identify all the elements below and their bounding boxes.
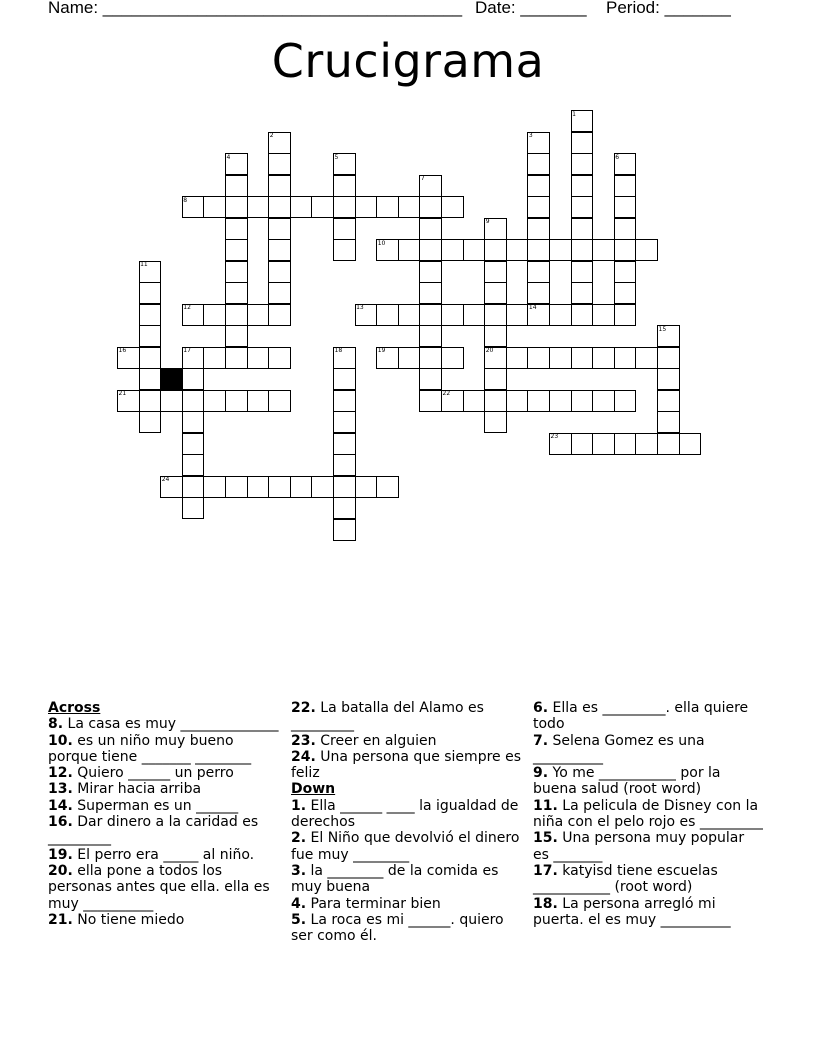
grid-cell[interactable] — [333, 218, 356, 240]
grid-cell[interactable] — [268, 239, 291, 261]
grid-cell[interactable] — [592, 347, 615, 369]
clue-number: 4 — [226, 153, 231, 161]
clue-number-label: 6. — [533, 700, 549, 716]
grid-cell[interactable] — [571, 218, 594, 240]
clue-number: 1 — [572, 110, 576, 118]
clue-number-label: 23. — [291, 732, 316, 749]
clue-item — [291, 896, 521, 912]
clue-text: Para terminar bien — [306, 895, 441, 912]
clue-number: 16 — [118, 347, 127, 354]
clue-item — [48, 781, 280, 797]
grid-cell[interactable] — [268, 476, 291, 498]
grid-cell[interactable] — [333, 239, 356, 261]
grid-cell[interactable] — [419, 304, 442, 326]
grid-cell[interactable] — [657, 347, 680, 369]
grid-cell[interactable] — [139, 390, 162, 412]
grid-cell[interactable] — [398, 347, 421, 369]
clue-number-label: 3. — [291, 862, 307, 879]
grid-cell[interactable] — [463, 390, 486, 412]
grid-cell[interactable] — [268, 304, 291, 326]
grid-cell[interactable] — [182, 390, 205, 412]
grid-cell[interactable] — [139, 368, 162, 390]
clue-number-label: 7. — [533, 732, 549, 749]
grid-cell[interactable] — [376, 196, 399, 218]
grid-cell[interactable] — [225, 218, 248, 240]
clue-text: La pelicula de Disney con la niña con el pelo rojo es _________ — [533, 797, 763, 831]
grid-cell[interactable] — [549, 390, 572, 412]
grid-cell[interactable] — [419, 218, 442, 240]
clue-item — [291, 700, 521, 733]
grid-cell[interactable] — [419, 239, 442, 261]
grid-cell[interactable] — [592, 390, 615, 412]
grid-cell[interactable] — [657, 433, 680, 455]
grid-cell[interactable] — [441, 239, 464, 261]
grid-cell[interactable] — [182, 476, 205, 498]
grid-cell[interactable] — [484, 390, 507, 412]
date-field[interactable]: Date: _______ — [475, 0, 587, 17]
grid-cell[interactable] — [376, 304, 399, 326]
grid-cell[interactable] — [571, 347, 594, 369]
page-title: Crucigrama — [271, 34, 545, 88]
grid-cell[interactable] — [225, 239, 248, 261]
clue-number-label: 21. — [48, 911, 73, 928]
grid-cell[interactable] — [571, 282, 594, 304]
grid-cell[interactable] — [268, 196, 291, 218]
clue-text: El perro era _____ al niño. — [72, 846, 255, 863]
grid-cell[interactable] — [333, 433, 356, 455]
grid-cell[interactable] — [657, 411, 680, 433]
clue-text: Ella es _________. ella quiere todo — [533, 700, 749, 733]
clue-text: Yo me ___________ por la buena salud (root word) — [533, 765, 721, 798]
grid-cell[interactable] — [355, 196, 378, 218]
clue-text: Ella ______ ____ la igualdad de derechos — [291, 797, 519, 831]
grid-cell[interactable] — [571, 390, 594, 412]
grid-cell[interactable] — [268, 153, 291, 175]
grid-cell[interactable] — [506, 390, 529, 412]
grid-cell[interactable] — [571, 433, 594, 455]
grid-cell[interactable] — [614, 304, 637, 326]
grid-cell[interactable] — [398, 239, 421, 261]
grid-cell[interactable] — [463, 239, 486, 261]
grid-cell[interactable] — [333, 454, 356, 476]
clue-item — [48, 912, 280, 928]
clue-number-label: 9. — [533, 765, 549, 782]
grid-cell[interactable] — [614, 196, 637, 218]
grid-cell[interactable] — [484, 304, 507, 326]
clue-number-label: 14. — [48, 797, 73, 814]
grid-cell[interactable] — [527, 196, 550, 218]
clue-number-label: 1. — [291, 797, 307, 814]
grid-cell[interactable] — [635, 347, 658, 369]
grid-cell[interactable] — [484, 282, 507, 304]
grid-cell[interactable] — [225, 390, 248, 412]
clue-item — [291, 749, 521, 782]
clue-text: es un niño muy bueno porque tiene _______ ________ — [48, 732, 252, 765]
grid-cell[interactable] — [657, 390, 680, 412]
grid-cell[interactable] — [203, 476, 226, 498]
clue-number: 8 — [183, 196, 188, 204]
grid-cell[interactable] — [333, 411, 356, 433]
grid-cell[interactable] — [527, 282, 550, 304]
clue-item — [291, 733, 521, 749]
grid-cell[interactable] — [571, 175, 594, 197]
grid-cell[interactable] — [247, 304, 270, 326]
period-field[interactable]: Period: _______ — [606, 0, 731, 17]
grid-cell[interactable] — [614, 175, 637, 197]
grid-cell[interactable] — [441, 304, 464, 326]
grid-cell[interactable] — [225, 476, 248, 498]
grid-cell[interactable] — [592, 304, 615, 326]
grid-cell[interactable] — [463, 304, 486, 326]
grid-cell[interactable] — [527, 261, 550, 283]
grid-cell[interactable] — [182, 433, 205, 455]
grid-cell[interactable] — [614, 218, 637, 240]
grid-cell[interactable] — [268, 218, 291, 240]
grid-cell[interactable] — [419, 282, 442, 304]
clue-number: 14 — [528, 304, 537, 311]
clue-item — [48, 765, 280, 781]
grid-cell[interactable] — [290, 196, 313, 218]
clue-item — [533, 863, 763, 896]
grid-cell[interactable] — [441, 196, 464, 218]
grid-cell[interactable] — [527, 175, 550, 197]
grid-cell[interactable] — [203, 304, 226, 326]
grid-cell[interactable] — [571, 261, 594, 283]
grid-cell[interactable] — [225, 304, 248, 326]
clue-number-label: 18. — [533, 895, 558, 912]
clue-number-label: 17. — [533, 862, 558, 879]
grid-cell[interactable] — [203, 347, 226, 369]
clue-item — [48, 847, 280, 863]
clue-text: Dar dinero a la caridad es _________ — [48, 814, 259, 847]
clue-text: Una persona muy popular es _______ — [533, 830, 745, 863]
clue-number: 3 — [528, 132, 533, 139]
clue-item — [533, 765, 763, 798]
clue-item — [291, 830, 521, 863]
grid-cell[interactable] — [571, 196, 594, 218]
grid-cell[interactable] — [657, 368, 680, 390]
grid-cell[interactable] — [506, 304, 529, 326]
grid-cell[interactable] — [247, 347, 270, 369]
grid-cell[interactable] — [549, 304, 572, 326]
clue-text: ella pone a todos los personas antes que ella. ella es muy __________ — [48, 862, 270, 912]
section-heading-down: Down — [291, 781, 336, 798]
grid-cell[interactable] — [160, 390, 183, 412]
clue-item — [48, 733, 280, 766]
clue-text: la ________ de la comida es muy buena — [291, 862, 499, 896]
grid-cell[interactable] — [182, 454, 205, 476]
clue-number: 11 — [140, 261, 148, 268]
header — [0, 0, 816, 20]
clue-number-label: 20. — [48, 862, 73, 879]
clue-number-label: 13. — [48, 781, 73, 798]
grid-cell[interactable] — [268, 282, 291, 304]
black-cell — [160, 368, 183, 390]
clue-item — [533, 830, 763, 863]
grid-cell[interactable] — [614, 390, 637, 412]
grid-cell[interactable] — [614, 433, 637, 455]
grid-cell[interactable] — [311, 196, 334, 218]
clue-text: La casa es muy ______________ — [63, 716, 279, 733]
clue-number: 18 — [334, 347, 343, 354]
clue-item — [291, 912, 521, 945]
grid-cell[interactable] — [139, 282, 162, 304]
grid-cell[interactable] — [571, 132, 594, 154]
clue-number: 23 — [550, 433, 559, 440]
grid-cell[interactable] — [311, 476, 334, 498]
clue-number: 22 — [442, 390, 451, 397]
grid-cell[interactable] — [333, 368, 356, 390]
grid-cell[interactable] — [182, 497, 205, 519]
clue-item — [291, 798, 521, 831]
clue-number: 7 — [420, 175, 425, 182]
clue-text: Mirar hacia arriba — [72, 781, 202, 798]
grid-cell[interactable] — [225, 282, 248, 304]
clue-item — [533, 798, 763, 831]
clue-number: 10 — [377, 239, 386, 247]
clue-number: 17 — [183, 347, 191, 354]
clue-number-label: 22. — [291, 700, 316, 716]
grid-cell[interactable] — [182, 368, 205, 390]
clue-text: La batalla del Alamo es _________ — [291, 700, 484, 733]
grid-cell[interactable] — [527, 218, 550, 240]
clue-number: 21 — [118, 390, 127, 397]
clue-number-label: 8. — [48, 716, 64, 733]
grid-cell[interactable] — [333, 196, 356, 218]
grid-cell[interactable] — [225, 196, 248, 218]
grid-cell[interactable] — [527, 390, 550, 412]
clue-number: 12 — [183, 304, 191, 311]
clue-column-2 — [291, 700, 521, 944]
grid-cell[interactable] — [333, 175, 356, 197]
grid-cell[interactable] — [333, 390, 356, 412]
grid-cell[interactable] — [549, 347, 572, 369]
grid-cell[interactable] — [398, 304, 421, 326]
grid-cell[interactable] — [419, 368, 442, 390]
grid-cell[interactable] — [203, 390, 226, 412]
grid-cell[interactable] — [571, 304, 594, 326]
clue-item — [533, 896, 763, 929]
grid-cell[interactable] — [549, 239, 572, 261]
clue-number-label: 16. — [48, 814, 73, 831]
clue-column-1 — [48, 700, 280, 928]
grid-cell[interactable] — [139, 325, 162, 347]
grid-cell[interactable] — [247, 476, 270, 498]
clue-text: katyisd tiene escuelas ___________ (root word) — [533, 862, 718, 896]
grid-cell[interactable] — [419, 390, 442, 412]
grid-cell[interactable] — [268, 390, 291, 412]
grid-cell[interactable] — [333, 476, 356, 498]
grid-cell[interactable] — [441, 347, 464, 369]
clue-item — [48, 716, 280, 732]
grid-cell[interactable] — [333, 497, 356, 519]
clue-item — [291, 863, 521, 896]
clue-number-label: 4. — [291, 895, 307, 912]
grid-cell[interactable] — [419, 325, 442, 347]
clue-item — [533, 700, 763, 733]
grid-cell[interactable] — [484, 325, 507, 347]
clue-item — [533, 733, 763, 766]
grid-cell[interactable] — [527, 347, 550, 369]
grid-cell[interactable] — [139, 304, 162, 326]
clue-number-label: 15. — [533, 830, 558, 847]
clue-text: La persona arregló mi puerta. el es muy __________ — [533, 895, 731, 928]
grid-cell[interactable] — [139, 411, 162, 433]
clue-item — [48, 814, 280, 847]
grid-cell[interactable] — [527, 153, 550, 175]
grid-cell[interactable] — [484, 368, 507, 390]
clue-number-label: 10. — [48, 732, 73, 749]
name-field[interactable]: Name: ______________________________________ — [48, 0, 463, 17]
grid-cell[interactable] — [679, 433, 702, 455]
clue-text: Quiero ______ un perro — [72, 765, 234, 782]
clue-text: No tiene miedo — [72, 911, 185, 928]
grid-cell[interactable] — [506, 347, 529, 369]
grid-cell[interactable] — [225, 325, 248, 347]
grid-cell[interactable] — [506, 239, 529, 261]
grid-cell[interactable] — [614, 239, 637, 261]
clue-number-label: 5. — [291, 911, 307, 928]
grid-cell[interactable] — [592, 239, 615, 261]
grid-cell[interactable] — [614, 261, 637, 283]
clue-column-3 — [533, 700, 763, 928]
grid-cell[interactable] — [419, 347, 442, 369]
grid-cell[interactable] — [268, 175, 291, 197]
grid-cell[interactable] — [614, 282, 637, 304]
clue-text: Selena Gomez es una __________ — [533, 732, 705, 765]
clue-number: 20 — [485, 347, 494, 354]
grid-cell[interactable] — [376, 476, 399, 498]
crossword-grid — [117, 110, 707, 545]
clue-text: Creer en alguien — [315, 732, 437, 749]
clue-number: 24 — [161, 476, 170, 483]
grid-cell[interactable] — [225, 347, 248, 369]
clue-text: Una persona que siempre es feliz — [291, 748, 521, 782]
grid-cell[interactable] — [635, 433, 658, 455]
grid-cell[interactable] — [247, 390, 270, 412]
grid-cell[interactable] — [484, 239, 507, 261]
clue-number: 9 — [485, 218, 490, 225]
section-heading-across: Across — [48, 700, 101, 716]
clue-number: 13 — [356, 304, 364, 311]
grid-cell[interactable] — [355, 476, 378, 498]
grid-cell[interactable] — [484, 411, 507, 433]
grid-cell[interactable] — [419, 261, 442, 283]
clue-number: 6 — [615, 153, 620, 161]
grid-cell[interactable] — [419, 196, 442, 218]
grid-cell[interactable] — [225, 175, 248, 197]
grid-cell[interactable] — [290, 476, 313, 498]
clue-number: 19 — [377, 347, 386, 354]
clue-number: 15 — [658, 325, 667, 333]
grid-cell[interactable] — [139, 347, 162, 369]
clue-number-label: 24. — [291, 748, 316, 765]
clue-number-label: 12. — [48, 765, 73, 782]
grid-cell[interactable] — [484, 261, 507, 283]
grid-cell[interactable] — [571, 153, 594, 175]
grid-cell[interactable] — [225, 261, 248, 283]
clue-text: La roca es mi ______. quiero ser como él. — [291, 911, 504, 945]
clue-text: Superman es un ______ — [72, 797, 239, 814]
grid-cell[interactable] — [268, 347, 291, 369]
clue-item — [48, 798, 280, 814]
grid-cell[interactable] — [527, 239, 550, 261]
grid-cell[interactable] — [571, 239, 594, 261]
grid-cell[interactable] — [247, 196, 270, 218]
clue-number-label: 2. — [291, 830, 307, 847]
clue-number: 2 — [269, 132, 274, 139]
grid-cell[interactable] — [333, 519, 356, 541]
clue-number-label: 19. — [48, 846, 73, 863]
clue-text: El Niño que devolvió el dinero fue muy ________ — [291, 830, 520, 863]
grid-cell[interactable] — [614, 347, 637, 369]
grid-cell[interactable] — [268, 261, 291, 283]
clue-number: 5 — [334, 153, 339, 161]
clue-item — [48, 863, 280, 912]
grid-cell[interactable] — [592, 433, 615, 455]
grid-cell[interactable] — [203, 196, 226, 218]
grid-cell[interactable] — [182, 411, 205, 433]
clue-number-label: 11. — [533, 797, 558, 814]
grid-cell[interactable] — [398, 196, 421, 218]
grid-cell[interactable] — [635, 239, 658, 261]
